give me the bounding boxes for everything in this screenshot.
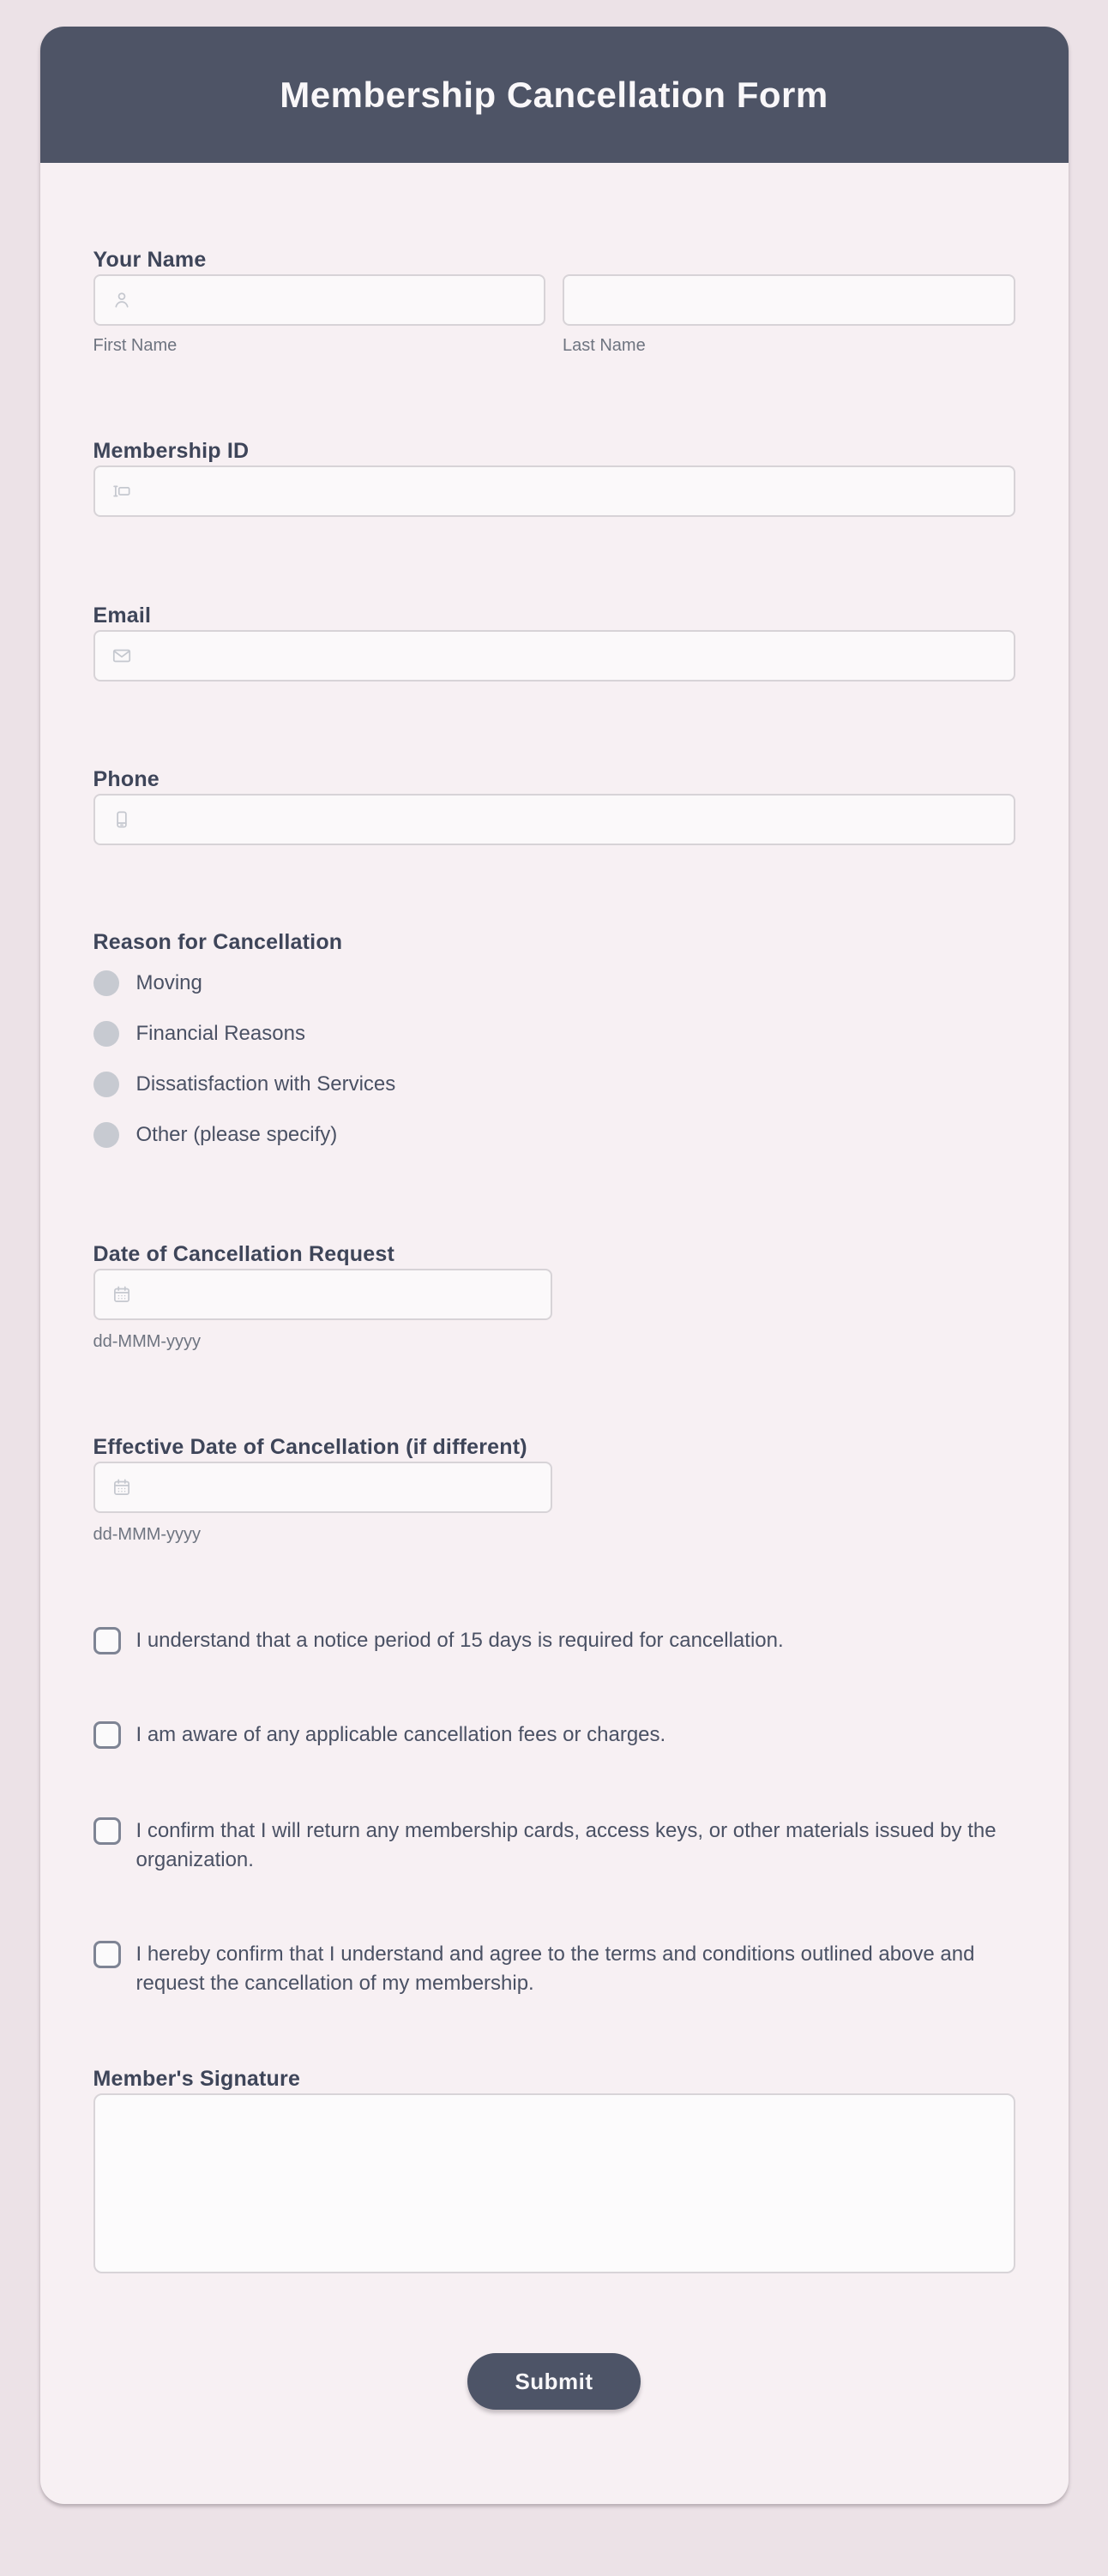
field-membership-id [93,436,1015,517]
ack-terms-agreement[interactable] [93,1940,1015,1998]
membership-id-input[interactable] [93,465,1015,517]
ack-text: I am aware of any applicable cancellation fees or charges. [135,1723,666,1746]
ack-fees[interactable] [93,1720,1015,1750]
request-date-input[interactable] [93,1269,552,1320]
phone-label: Phone [93,767,160,791]
reason-option-label: Financial Reasons [135,1022,305,1045]
membership-id-label: Membership ID [93,439,250,463]
form-title: Membership Cancellation Form [280,74,828,115]
reason-option-label: Other (please specify) [135,1123,338,1146]
field-effective-date [93,1432,1015,1545]
ack-notice-period[interactable] [93,1626,1015,1655]
first-name-input[interactable] [93,274,546,326]
field-your-name [93,245,1015,356]
signature-pad[interactable] [93,2093,1015,2273]
request-date-format-hint: dd-MMM-yyyy [93,1332,202,1351]
first-name-sublabel: First Name [93,336,178,355]
effective-date-format-hint: dd-MMM-yyyy [93,1525,202,1544]
checkbox-icon[interactable] [93,1627,121,1654]
reason-option-dissatisfaction[interactable] [93,1071,1015,1098]
field-phone [93,765,1015,845]
ack-text: I confirm that I will return any membership cards, access keys, or other materials issued by the organization. [135,1819,997,1871]
checkbox-icon[interactable] [93,1721,121,1749]
field-email [93,601,1015,682]
submit-button[interactable]: Submit [467,2353,641,2410]
radio-button-icon[interactable] [93,1021,119,1047]
reason-label: Reason for Cancellation [93,930,343,954]
reason-option-financial[interactable] [93,1020,1015,1048]
email-label: Email [93,603,152,627]
field-request-date [93,1240,1015,1352]
reason-option-label: Dissatisfaction with Services [135,1072,396,1096]
your-name-label: Your Name [93,248,207,272]
field-reason [93,928,1015,1149]
form-header [40,27,1069,163]
signature-label: Member's Signature [93,2067,301,2091]
radio-button-icon[interactable] [93,1122,119,1148]
radio-button-icon[interactable] [93,1072,119,1097]
reason-option-label: Moving [135,971,202,994]
checkbox-icon[interactable] [93,1941,121,1968]
radio-button-icon[interactable] [93,970,119,996]
last-name-sublabel: Last Name [563,336,646,355]
phone-input[interactable] [93,794,1015,845]
reason-option-moving[interactable] [93,970,1015,997]
reason-option-other[interactable] [93,1121,1015,1149]
ack-text: I understand that a notice period of 15 days is required for cancellation. [135,1629,784,1652]
ack-return-materials[interactable] [93,1816,1015,1875]
effective-date-input[interactable] [93,1462,552,1513]
email-input[interactable] [93,630,1015,682]
field-signature [93,2064,1015,2273]
ack-text: I hereby confirm that I understand and agree to the terms and conditions outlined above and request the cancellation of my membership. [135,1943,975,1995]
effective-date-label: Effective Date of Cancellation (if different) [93,1435,527,1459]
form-content [40,163,1069,2491]
form-card [40,27,1069,2504]
checkbox-icon[interactable] [93,1817,121,1845]
request-date-label: Date of Cancellation Request [93,1242,394,1266]
last-name-input[interactable] [563,274,1015,326]
